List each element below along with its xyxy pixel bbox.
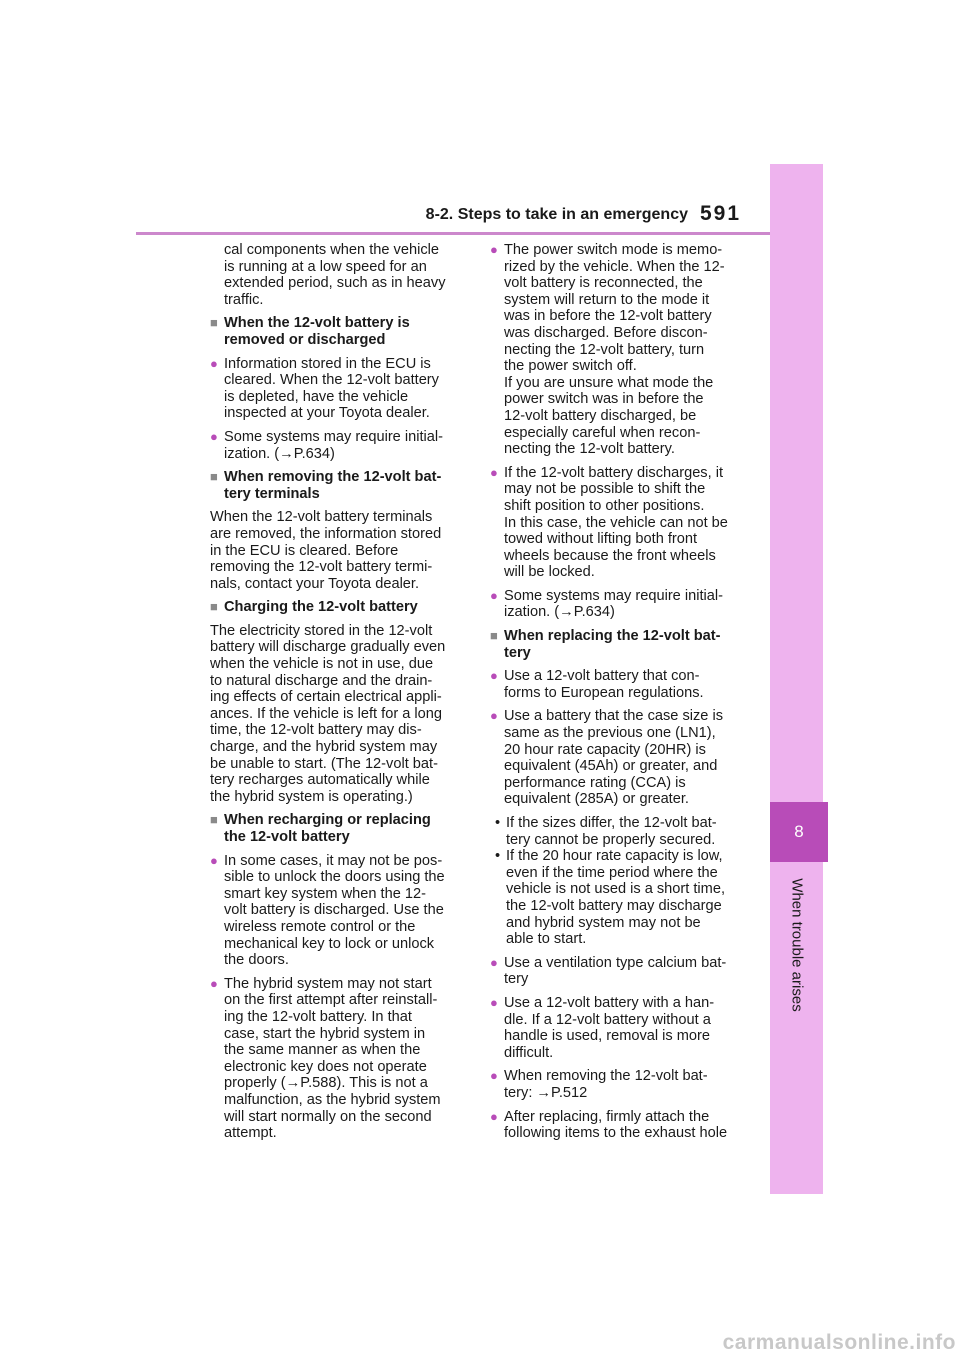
text-line: towed without lifting both front [504, 531, 698, 548]
bullet-item [490, 242, 752, 458]
text-line: Use a battery that the case size is [504, 708, 724, 725]
text-line: When the 12-volt battery terminals [210, 509, 433, 526]
text-line: Information stored in the ECU is [224, 355, 431, 372]
text-line: Use a ventilation type calcium bat- [504, 954, 727, 971]
text-line: In this case, the vehicle can not be [504, 514, 728, 531]
section-heading [210, 599, 468, 616]
text-line: cal components when the vehicle [224, 242, 439, 258]
text-line: Some systems may require initial- [224, 428, 443, 445]
bullet-item [490, 955, 752, 988]
item-text [506, 815, 717, 848]
item-text [504, 708, 723, 808]
bullet-item [210, 429, 468, 462]
bullet-dot-icon: ● [490, 994, 498, 1010]
text-line: wireless remote control or the [224, 918, 416, 935]
text-line: to natural discharge and the drain- [210, 672, 433, 689]
item-text [504, 995, 714, 1061]
chapter-number-tab: 8 [770, 802, 828, 862]
bullet-dot-icon: ● [490, 1108, 498, 1124]
square-marker-icon: ■ [490, 628, 498, 644]
text-line: handle is used, removal is more [504, 1028, 711, 1045]
text-line: especially careful when recon- [504, 424, 701, 441]
chapter-label: When trouble arises [788, 878, 806, 1012]
text-line: will start normally on the second [224, 1108, 432, 1125]
text-line: when the vehicle is not in use, due [210, 656, 434, 673]
text-line: Use a 12-volt battery with a han- [504, 994, 715, 1011]
bullet-item [490, 588, 752, 621]
text-line: is running at a low speed for an [224, 258, 427, 275]
text-line: wheels because the front wheels [504, 547, 716, 564]
text-line: is depleted, have the vehicle [224, 388, 409, 405]
text-line: in the ECU is cleared. Before [210, 542, 399, 559]
text-line: shift position to other positions. [504, 497, 705, 514]
text-line: case, start the hybrid system in [224, 1025, 426, 1042]
section-heading [210, 812, 468, 845]
text-line: 20 hour rate capacity (20HR) is [504, 741, 706, 758]
text-line: tery recharges automatically while [210, 772, 430, 789]
text-line: the doors. [224, 952, 289, 969]
text-line: following items to the exhaust hole [504, 1125, 728, 1142]
text-line: equivalent (285A) or greater. [504, 791, 689, 808]
bullet-item [490, 1068, 752, 1101]
bullet-item [490, 465, 752, 581]
text-line: tery cannot be properly secured. [506, 831, 716, 848]
text-line: attempt. [224, 1125, 277, 1142]
text-line: was in before the 12-volt battery [504, 308, 712, 325]
text-line: The hybrid system may not start [224, 975, 432, 992]
bullet-item [490, 995, 752, 1061]
text-line: tery [504, 644, 531, 661]
item-text [224, 599, 418, 616]
text-line: volt battery is discharged. Use the [224, 902, 444, 919]
text-line: traffic. [224, 291, 264, 308]
text-line: If the sizes differ, the 12-volt bat- [506, 815, 717, 831]
text-line: When removing the 12-volt bat- [504, 1068, 708, 1085]
text-line: even if the time period where the [506, 864, 718, 881]
text-line: the power switch off. [504, 358, 637, 375]
text-line: sible to unlock the doors using the [224, 869, 445, 886]
item-text [504, 588, 723, 621]
text-line: When removing the 12-volt bat- [224, 469, 442, 486]
square-marker-icon: ■ [210, 599, 218, 615]
sub-bullet-item [495, 848, 752, 948]
paragraph [210, 509, 468, 592]
item-text [224, 315, 410, 348]
item-text [224, 853, 445, 969]
text-line: tery: →P.512 [504, 1084, 588, 1101]
bullet-dot-icon: ● [490, 708, 498, 724]
text-line: necting the 12-volt battery, turn [504, 341, 705, 358]
text-line: tery [504, 971, 529, 988]
site-watermark: carmanualsonline.info [722, 1331, 956, 1354]
text-line: nals, contact your Toyota dealer. [210, 575, 420, 592]
left-column [210, 242, 468, 1149]
text-line: ization. (→P.634) [224, 445, 335, 462]
text-line: the hybrid system is operating.) [210, 788, 413, 805]
header-divider [136, 232, 774, 235]
item-text [504, 465, 728, 581]
item-text [224, 469, 441, 502]
text-line: performance rating (CCA) is [504, 774, 686, 791]
right-column [490, 242, 752, 1149]
text-line: smart key system when the 12- [224, 885, 426, 902]
text-line: ing effects of certain electrical appli- [210, 689, 442, 706]
text-line: When replacing the 12-volt bat- [504, 628, 721, 645]
text-line: necting the 12-volt battery. [504, 441, 675, 458]
bullet-item [490, 1109, 752, 1142]
bullet-dot-icon: ● [210, 975, 218, 991]
text-line: The electricity stored in the 12-volt [210, 622, 433, 639]
text-line: ization. (→P.634) [504, 604, 615, 621]
text-line: Some systems may require initial- [504, 587, 723, 604]
text-line: the same manner as when the [224, 1042, 421, 1059]
text-line: the 12-volt battery [224, 829, 350, 845]
text-line: are removed, the information stored [210, 525, 442, 542]
bullet-item [210, 853, 468, 969]
text-line: able to start. [506, 931, 587, 948]
square-marker-icon: ■ [210, 315, 218, 331]
text-line: 12-volt battery discharged, be [504, 407, 697, 424]
text-line: removed or discharged [224, 331, 386, 348]
text-line: When the 12-volt battery is [224, 315, 410, 332]
text-line: If the 12-volt battery discharges, it [504, 464, 724, 481]
item-text [224, 356, 439, 422]
section-title: 8-2. Steps to take in an emergency [425, 206, 688, 223]
text-line: cleared. When the 12-volt battery [224, 372, 439, 389]
text-line: battery will discharge gradually even [210, 639, 446, 656]
text-line: vehicle is not used is a short time, [506, 881, 726, 898]
text-line: After replacing, firmly attach the [504, 1108, 710, 1125]
item-text [504, 955, 726, 988]
section-heading [210, 469, 468, 502]
paragraph [224, 242, 468, 308]
text-line: difficult. [504, 1044, 554, 1061]
text-line: dle. If a 12-volt battery without a [504, 1011, 711, 1028]
bullet-dot-icon: • [495, 848, 501, 865]
bullet-dot-icon: ● [490, 464, 498, 480]
item-text [224, 429, 443, 462]
item-text [504, 628, 721, 661]
bullet-dot-icon: • [495, 815, 501, 831]
bullet-item [210, 356, 468, 422]
text-line: If the 20 hour rate capacity is low, [506, 848, 723, 865]
bullet-item [210, 976, 468, 1142]
sub-bullet-item [495, 815, 752, 848]
text-line: ing the 12-volt battery. In that [224, 1008, 412, 1025]
text-line: same as the previous one (LN1), [504, 725, 716, 742]
text-line: time, the 12-volt battery may dis- [210, 722, 422, 739]
text-line: extended period, such as in heavy [224, 275, 446, 292]
text-line: malfunction, as the hybrid system [224, 1091, 441, 1108]
bullet-dot-icon: ● [210, 852, 218, 868]
bullet-dot-icon: ● [210, 355, 218, 371]
text-line: on the first attempt after reinstall- [224, 992, 438, 1009]
item-text [504, 668, 704, 701]
text-line: volt battery is reconnected, the [504, 275, 703, 292]
bullet-dot-icon: ● [490, 668, 498, 684]
text-line: forms to European regulations. [504, 684, 704, 701]
square-marker-icon: ■ [210, 469, 218, 485]
bullet-item [490, 668, 752, 701]
text-line: When recharging or replacing [224, 812, 431, 829]
text-line: electronic key does not operate [224, 1058, 427, 1075]
text-line: Use a 12-volt battery that con- [504, 668, 700, 685]
text-line: The power switch mode is memo- [504, 242, 723, 258]
text-line: the 12-volt battery may discharge [506, 897, 722, 914]
text-line: rized by the vehicle. When the 12- [504, 258, 725, 275]
text-line: will be locked. [504, 564, 595, 581]
text-line: charge, and the hybrid system may [210, 739, 438, 756]
text-line: removing the 12-volt battery termi- [210, 559, 433, 576]
text-line: ances. If the vehicle is left for a long [210, 705, 443, 722]
item-text [504, 1109, 727, 1142]
item-text [504, 242, 725, 458]
item-text [504, 1068, 708, 1101]
text-line: properly (→P.588). This is not a [224, 1075, 428, 1092]
square-marker-icon: ■ [210, 812, 218, 828]
item-text [506, 848, 725, 948]
text-line: tery terminals [224, 485, 320, 502]
item-text [224, 976, 441, 1142]
bullet-dot-icon: ● [490, 1068, 498, 1084]
text-line: Charging the 12-volt battery [224, 599, 418, 616]
bullet-dot-icon: ● [490, 242, 498, 257]
text-line: be unable to start. (The 12-volt bat- [210, 755, 438, 772]
text-line: may not be possible to shift the [504, 481, 706, 498]
text-line: inspected at your Toyota dealer. [224, 405, 430, 422]
chapter-tab-strip [770, 164, 823, 1194]
text-line: power switch was in before the [504, 391, 704, 408]
text-line: was discharged. Before discon- [504, 324, 708, 341]
text-line: and hybrid system may not be [506, 914, 701, 931]
bullet-dot-icon: ● [490, 587, 498, 603]
text-line: If you are unsure what mode the [504, 374, 714, 391]
bullet-dot-icon: ● [490, 954, 498, 970]
page-number: 591 [700, 202, 742, 225]
text-line: equivalent (45Ah) or greater, and [504, 758, 718, 775]
bullet-dot-icon: ● [210, 428, 218, 444]
section-heading [210, 315, 468, 348]
paragraph [210, 623, 468, 806]
text-line: system will return to the mode it [504, 291, 710, 308]
text-line: mechanical key to lock or unlock [224, 935, 435, 952]
section-heading [490, 628, 752, 661]
bullet-item [490, 708, 752, 808]
text-line: In some cases, it may not be pos- [224, 852, 443, 869]
item-text [224, 812, 431, 845]
